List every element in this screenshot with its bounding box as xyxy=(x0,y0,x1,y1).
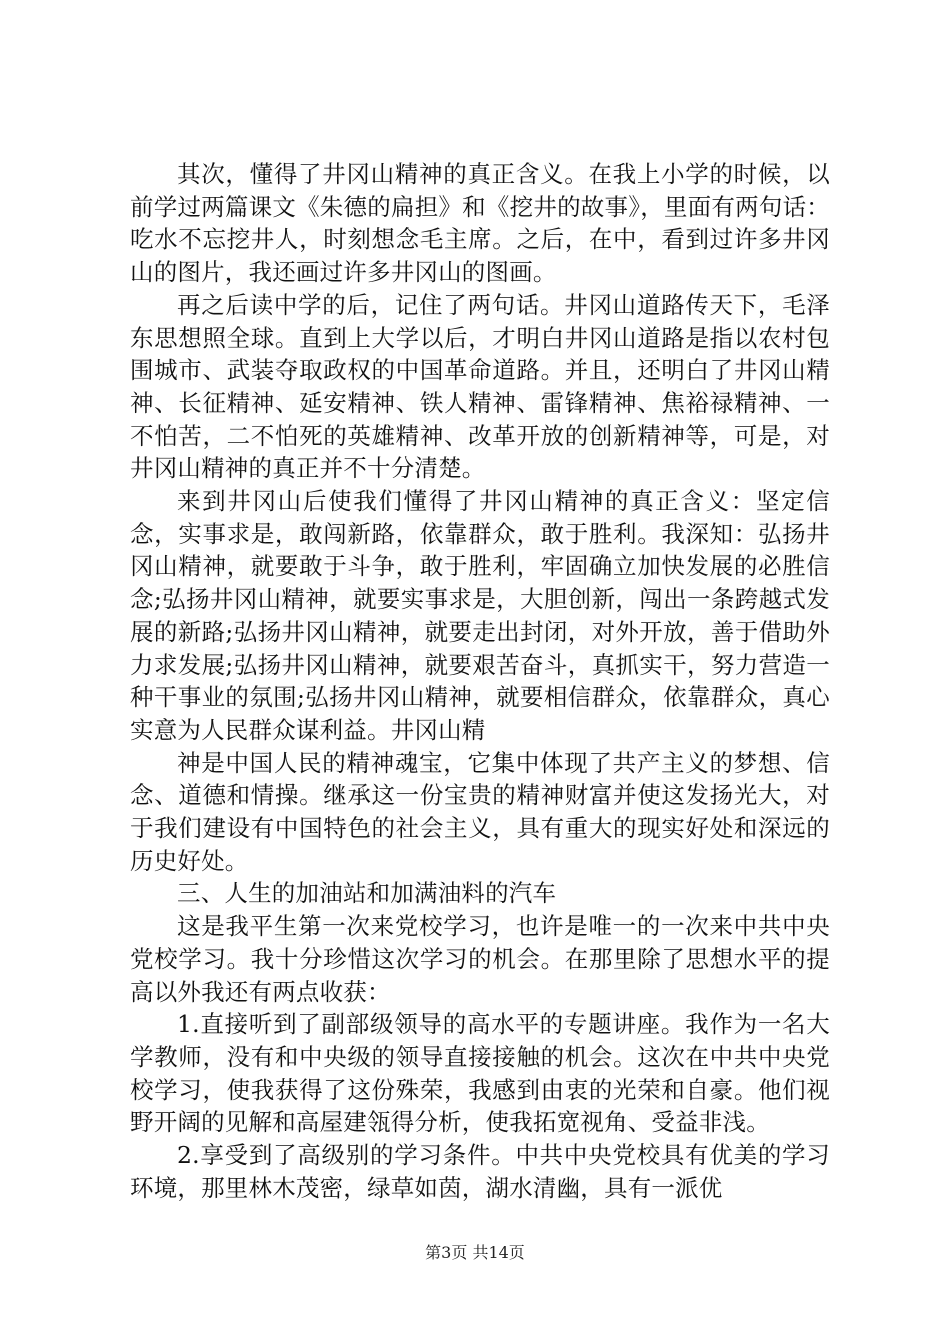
paragraph: 神是中国人民的精神魂宝，它集中体现了共产主义的梦想、信念、道德和情操。继承这一份宝贵的精神财富并使这发扬光大，对于我们建设有中国特色的社会主义，具有重大的现实好处和深远的历史好处。 xyxy=(130,748,830,875)
paragraph: 这是我平生第一次来党校学习，也许是唯一的一次来中共中央党校学习。我十分珍惜这次学习的机会。在那里除了思想水平的提高以外我还有两点收获： xyxy=(130,912,830,1006)
paragraph: 其次，懂得了井冈山精神的真正含义。在我上小学的时候，以前学过两篇课文《朱德的扁担》和《挖井的故事》，里面有两句话：吃水不忘挖井人，时刻想念毛主席。之后，在中，看到过许多井冈山的图片，我还画过许多井冈山的图画。 xyxy=(130,160,830,287)
document-body xyxy=(130,158,830,1205)
list-item: 2.享受到了高级别的学习条件。中共中央党校具有优美的学习环境，那里林木茂密，绿草如茵，湖水清幽，具有一派优 xyxy=(130,1141,830,1202)
paragraph: 再之后读中学的后，记住了两句话。井冈山道路传天下，毛泽东思想照全球。直到上大学以后，才明白井冈山道路是指以农村包围城市、武装夺取政权的中国革命道路。并且，还明白了井冈山精神、长征精神、延安精神、铁人精神、雷锋精神、焦裕禄精神、一不怕苦，二不怕死的英雄精神、改革开放的创新精神等，可是，对井冈山精神的真正并不十分清楚。 xyxy=(130,290,830,483)
section-heading: 三、人生的加油站和加满油料的汽车 xyxy=(177,879,557,908)
paragraph: 来到井冈山后使我们懂得了井冈山精神的真正含义：坚定信念，实事求是，敢闯新路，依靠群众，敢于胜利。我深知：弘扬井冈山精神，就要敢于斗争，敢于胜利，牢固确立加快发展的必胜信念;弘扬井冈山精神，就要实事求是，大胆创新，闯出一条跨越式发展的新路;弘扬井冈山精神，就要走出封闭，对外开放，善于借助外力求发展;弘扬井冈山精神，就要艰苦奋斗，真抓实干，努力营造一种干事业的氛围;弘扬井冈山精神，就要相信群众，依靠群众，真心实意为人民群众谋利益。井冈山精 xyxy=(130,487,830,744)
list-item: 1.直接听到了副部级领导的高水平的专题讲座。我作为一名大学教师，没有和中央级的领导直接接触的机会。这次在中共中央党校学习，使我获得了这份殊荣，我感到由衷的光荣和自豪。他们视野开阔的见解和高屋建瓴得分析，使我拓宽视角、受益非浅。 xyxy=(130,1010,830,1137)
page-number-footer: 第3页 共14页 xyxy=(425,1243,525,1262)
